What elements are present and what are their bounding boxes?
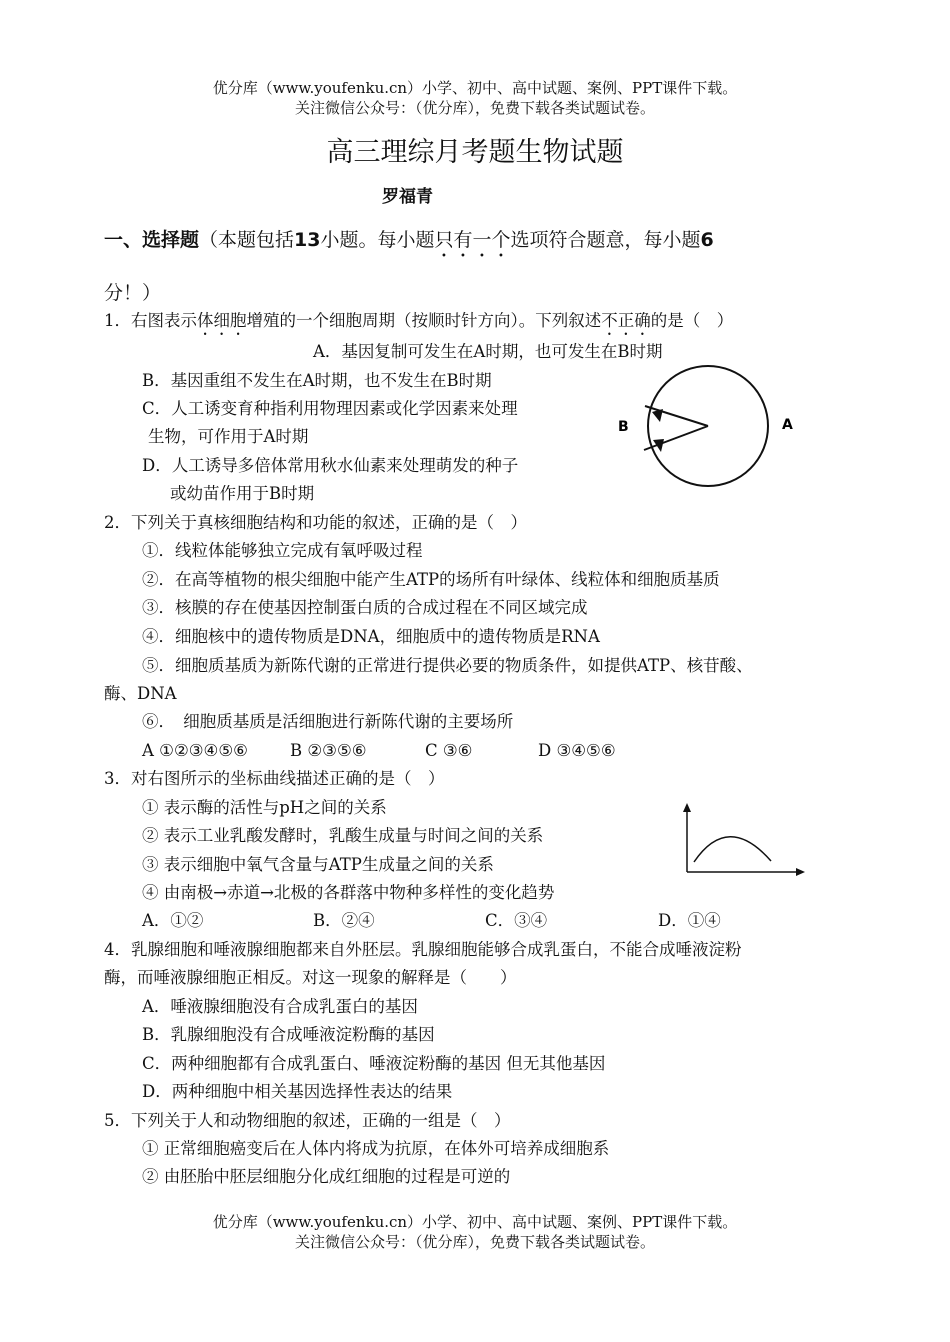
q1-stem-emphasis-2: 不正确 [601, 311, 651, 330]
q4-option-d: D．两种细胞中相关基因选择性表达的结果 [142, 1082, 453, 1101]
header-line-1: 优分库（www.youfenku.cn）小学、初中、高中试题、案例、PPT课件下载。 [212, 79, 738, 97]
q2-stem: 2．下列关于真核细胞结构和功能的叙述，正确的是（ ） [104, 513, 527, 532]
q2-choice-a: A ①②③④⑤⑥ [142, 741, 248, 760]
phase-label-a: A [782, 417, 793, 433]
q1-stem-c: 的是（ ） [650, 311, 734, 330]
q1-stem-emphasis-1: 体细胞 [197, 311, 247, 330]
q2-choice-c: C ③⑥ [425, 741, 473, 760]
q2-item-5: ⑤．细胞质基质为新陈代谢的正常进行提供必要的物质条件，如提供ATP、核苷酸、 [142, 656, 753, 675]
curve-graph [676, 800, 808, 882]
phase-label-b: B [618, 419, 629, 435]
phase-line-lower [644, 426, 708, 450]
q1-option-a: A．基因复制可发生在A时期，也可发生在B时期 [313, 342, 663, 361]
q2-item-6: ⑥． 细胞质基质是活细胞进行新陈代谢的主要场所 [142, 712, 514, 731]
q3-item-4: ④ 由南极→赤道→北极的各群落中物种多样性的变化趋势 [142, 883, 555, 902]
q2-item-3: ③．核膜的存在使基因控制蛋白质的合成过程在不同区域完成 [142, 598, 588, 617]
q4-option-b: B．乳腺细胞没有合成唾液淀粉酶的基因 [142, 1025, 435, 1044]
q1-option-b: B．基因重组不发生在A时期，也不发生在B时期 [142, 371, 492, 390]
section-points: 6 [700, 229, 714, 251]
page-title: 高三理综月考题生物试题 [326, 137, 624, 168]
q3-item-1: ① 表示酶的活性与pH之间的关系 [142, 798, 387, 817]
q4-option-a: A．唾液腺细胞没有合成乳蛋白的基因 [142, 997, 418, 1016]
phase-line-upper [645, 406, 708, 426]
q3-choice-d: D．①④ [658, 911, 721, 930]
section-emphasis: 只有一个 [434, 229, 511, 251]
q5-item-1: ① 正常细胞癌变后在人体内将成为抗原，在体外可培养成细胞系 [142, 1139, 610, 1158]
q1-option-c-line1: C．人工诱变育种指利用物理因素或化学因素来处理 [142, 399, 518, 418]
footer-line-2: 关注微信公众号：（优分库），免费下载各类试题试卷。 [294, 1233, 655, 1251]
arrow-upper [652, 409, 663, 422]
section-heading [104, 227, 714, 262]
q1-stem-b: 增殖的一个细胞周期（按顺时针方向）。下列叙述 [246, 311, 602, 330]
y-axis-arrow [683, 803, 691, 812]
q1-stem-a: 1．右图表示 [104, 311, 197, 330]
section-label: 一、选择题 [104, 229, 200, 251]
q2-item-4: ④．细胞核中的遗传物质是DNA，细胞质中的遗传物质是RNA [142, 627, 600, 646]
q2-choice-b: B ②③⑤⑥ [290, 741, 367, 760]
footer-line-1: 优分库（www.youfenku.cn）小学、初中、高中试题、案例、PPT课件下载。 [212, 1213, 738, 1231]
bell-curve [694, 837, 771, 862]
q2-choice-d: D ③④⑤⑥ [538, 741, 616, 760]
q1-option-d-line1: D．人工诱导多倍体常用秋水仙素来处理萌发的种子 [142, 456, 519, 475]
section-desc-c: 选项符合题意，每小题 [510, 229, 701, 251]
section-desc-a: （本题包括 [199, 229, 295, 251]
q3-stem: 3．对右图所示的坐标曲线描述正确的是（ ） [104, 769, 445, 788]
q1-stem [104, 310, 733, 339]
q3-item-2: ② 表示工业乳酸发酵时，乳酸生成量与时间之间的关系 [142, 826, 544, 845]
q1-option-d-line2: 或幼苗作用于B时期 [170, 484, 315, 503]
q3-choice-c: C．③④ [485, 911, 548, 930]
q3-item-3: ③ 表示细胞中氧气含量与ATP生成量之间的关系 [142, 855, 494, 874]
section-desc-b: 小题。每小题 [320, 229, 435, 251]
header-line-2: 关注微信公众号：（优分库），免费下载各类试题试卷。 [294, 99, 655, 117]
q2-item-5-cont: 酶、DNA [104, 684, 177, 703]
x-axis-arrow [796, 868, 805, 876]
q3-choice-b: B．②④ [313, 911, 375, 930]
section-desc-d: 分！） [104, 282, 162, 304]
q5-item-2: ② 由胚胎中胚层细胞分化成红细胞的过程是可逆的 [142, 1167, 511, 1186]
q3-choice-a: A．①② [142, 911, 204, 930]
q4-option-c: C．两种细胞都有合成乳蛋白、唾液淀粉酶的基因 但无其他基因 [142, 1054, 606, 1073]
q1-option-c-line2: 生物，可作用于A时期 [148, 427, 309, 446]
q4-stem-line1: 4．乳腺细胞和唾液腺细胞都来自外胚层。乳腺细胞能够合成乳蛋白，不能合成唾液淀粉 [104, 940, 742, 959]
section-count: 13 [294, 229, 321, 251]
q2-item-2: ②．在高等植物的根尖细胞中能产生ATP的场所有叶绿体、线粒体和细胞质基质 [142, 570, 720, 589]
q5-stem: 5．下列关于人和动物细胞的叙述，正确的一组是（ ） [104, 1111, 511, 1130]
q2-item-1: ①．线粒体能够独立完成有氧呼吸过程 [142, 541, 423, 560]
q4-stem-line2: 酶，而唾液腺细胞正相反。对这一现象的解释是（ ） [104, 968, 517, 987]
author: 罗福青 [382, 187, 433, 207]
cell-cycle-figure [608, 360, 808, 515]
